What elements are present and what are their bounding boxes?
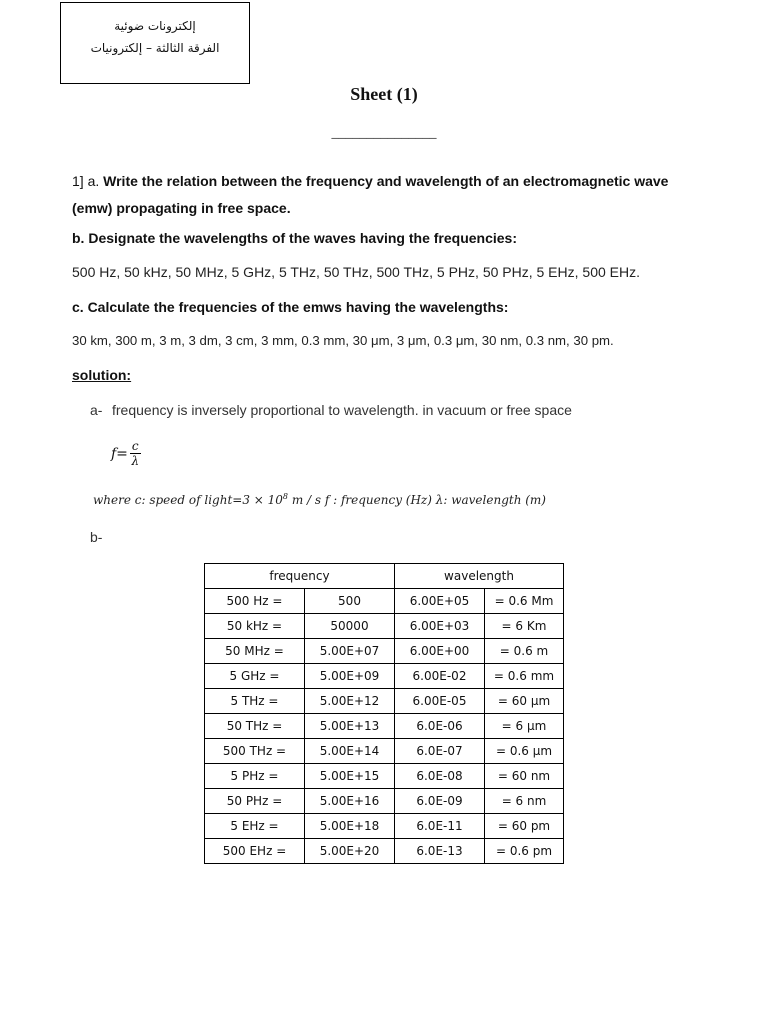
frequency-formula [111,440,141,468]
cell-wavelength-m: 6.0E-07 [395,739,485,764]
cell-wavelength-m: 6.0E-08 [395,764,485,789]
cell-frequency-hz: 500 [305,589,395,614]
cell-frequency-hz: 5.00E+07 [305,639,395,664]
table-header-row [205,564,564,589]
formula-legend [93,492,546,507]
cell-wavelength-m: 6.0E-06 [395,714,485,739]
course-header-box [60,2,250,84]
cell-frequency-hz: 50000 [305,614,395,639]
cell-frequency-hz: 5.00E+14 [305,739,395,764]
cell-wavelength-unit: = 60 nm [485,764,564,789]
cell-frequency-hz: 5.00E+18 [305,814,395,839]
cell-wavelength-unit: = 0.6 µm [485,739,564,764]
table-row [205,739,564,764]
table-body [205,589,564,864]
cell-frequency-hz: 5.00E+15 [305,764,395,789]
cell-wavelength-m: 6.0E-13 [395,839,485,864]
solution-a-marker: a- [90,402,103,418]
table-row [205,614,564,639]
table-row [205,789,564,814]
cell-wavelength-unit: = 6 µm [485,714,564,739]
cell-frequency-hz: 5.00E+13 [305,714,395,739]
table-row [205,839,564,864]
header-wavelength: wavelength [395,564,564,589]
cell-frequency: 5 THz = [205,689,305,714]
table-row [205,664,564,689]
wavelength-table [204,563,564,864]
cell-frequency-hz: 5.00E+16 [305,789,395,814]
course-year: الفرقة الثالثة – إلكترونيات [90,41,220,55]
cell-frequency-hz: 5.00E+12 [305,689,395,714]
cell-wavelength-m: 6.0E-09 [395,789,485,814]
cell-wavelength-unit: = 60 µm [485,689,564,714]
table-row [205,814,564,839]
solution-a [90,402,572,418]
cell-wavelength-unit: = 0.6 Mm [485,589,564,614]
sheet-title: Sheet (1) [350,84,418,104]
formula-denominator: λ [131,454,140,468]
cell-wavelength-unit: = 6 Km [485,614,564,639]
cell-frequency: 500 Hz = [205,589,305,614]
cell-wavelength-unit: = 0.6 mm [485,664,564,689]
cell-frequency: 50 THz = [205,714,305,739]
formula-fraction [130,440,141,468]
solution-b-marker: b- [90,529,103,545]
formula-numerator: c [131,439,139,453]
title-separator: _______________ [331,126,437,141]
cell-wavelength-m: 6.00E+05 [395,589,485,614]
cell-wavelength-unit: = 0.6 pm [485,839,564,864]
wavelength-list: 30 km, 300 m, 3 m, 3 dm, 3 cm, 3 mm, 0.3 mm, 30 μm, 3 μm, 0.3 μm, 30 nm, 0.3 nm, 30 pm. [72,333,614,348]
header-frequency: frequency [205,564,395,589]
legend-pre: where c: speed of light=3 × 10 [93,493,283,507]
question-a-prefix: 1] a. [72,173,104,189]
cell-wavelength-unit: = 6 nm [485,789,564,814]
table-row [205,764,564,789]
cell-frequency: 50 kHz = [205,614,305,639]
table-row [205,714,564,739]
question-a-text: Write the relation between the frequency and wavelength of an electromagnetic wave (emw) propagating in free space. [72,173,669,216]
cell-frequency: 5 GHz = [205,664,305,689]
legend-exponent: 8 [282,492,288,501]
cell-frequency-hz: 5.00E+09 [305,664,395,689]
question-a [72,168,712,222]
question-b: b. Designate the wavelengths of the waves having the frequencies: [72,230,517,246]
cell-frequency: 500 THz = [205,739,305,764]
cell-wavelength-m: 6.00E+00 [395,639,485,664]
cell-frequency: 5 PHz = [205,764,305,789]
table-row [205,639,564,664]
cell-frequency-hz: 5.00E+20 [305,839,395,864]
legend-post: m / s f : frequency (Hz) λ: wavelength (m) [288,493,546,507]
cell-frequency: 5 EHz = [205,814,305,839]
cell-wavelength-m: 6.00E+03 [395,614,485,639]
table-row [205,589,564,614]
solution-label: solution: [72,367,132,383]
question-c: c. Calculate the frequencies of the emws having the wavelengths: [72,299,509,315]
frequency-list: 500 Hz, 50 kHz, 50 MHz, 5 GHz, 5 THz, 50 THz, 500 THz, 5 PHz, 50 PHz, 5 EHz, 500 EHz. [72,264,640,280]
cell-wavelength-m: 6.00E-05 [395,689,485,714]
cell-wavelength-unit: = 60 pm [485,814,564,839]
solution-a-text: frequency is inversely proportional to wavelength. in vacuum or free space [112,402,572,418]
course-name: إلكترونات ضوئية [114,19,196,33]
table-row [205,689,564,714]
cell-frequency: 50 PHz = [205,789,305,814]
cell-frequency: 500 EHz = [205,839,305,864]
formula-lhs: f= [111,446,128,462]
cell-frequency: 50 MHz = [205,639,305,664]
cell-wavelength-m: 6.00E-02 [395,664,485,689]
cell-wavelength-m: 6.0E-11 [395,814,485,839]
cell-wavelength-unit: = 0.6 m [485,639,564,664]
